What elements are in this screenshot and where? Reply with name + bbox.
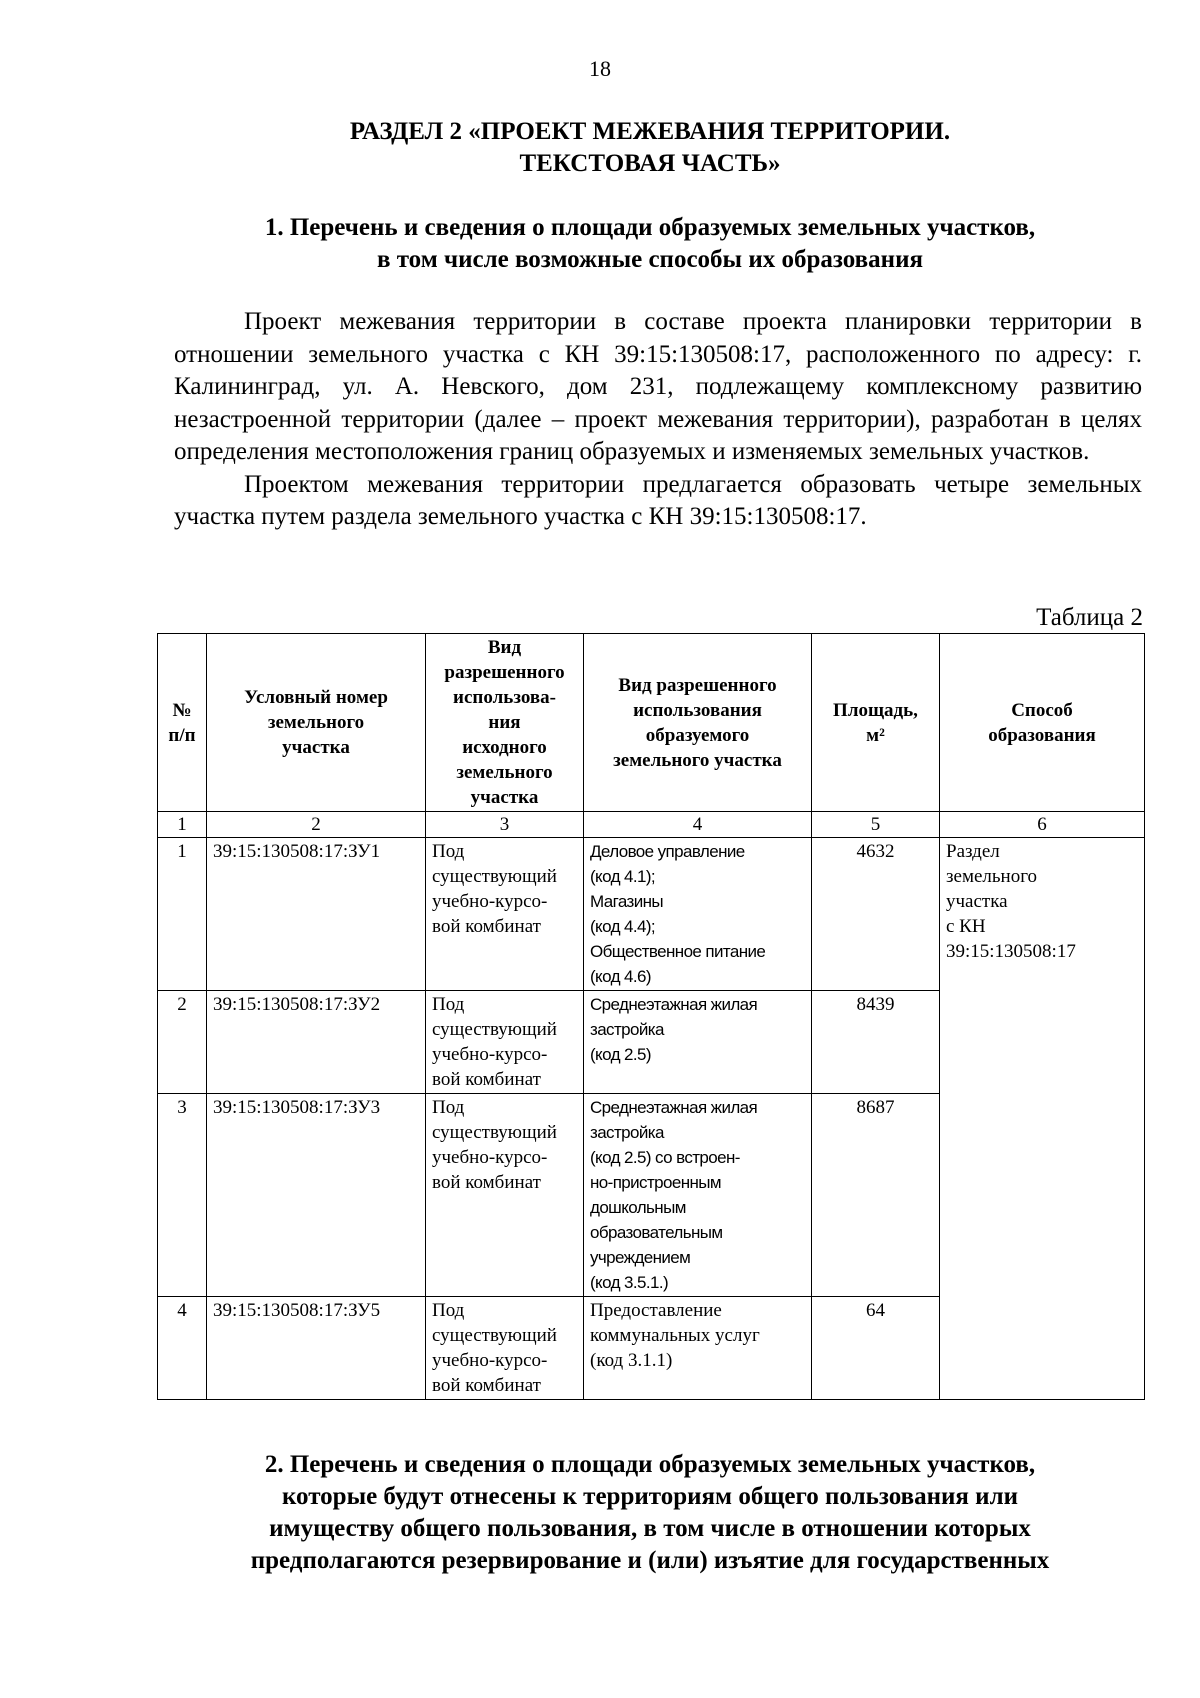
header-line: использова- [453,687,556,708]
section-heading-line: РАЗДЕЛ 2 «ПРОЕКТ МЕЖЕВАНИЯ ТЕРРИТОРИИ. [349,118,951,145]
paragraph: Проект межевания территории в составе проекта планировки территории в отношении земельного участка с КН 39:15:130508:17, расположенного по адресу: г. Калининград, ул. А. Невского, дом 231, подлежащему комплексному развитию незастроенной территории (далее – проект межевания территории), разработан в целях определения местоположения границ образуемых и изменяемых земельных участков. [174,308,1142,465]
cell-area: 8439 [812,991,940,1094]
cell-line: учебно-курсо- [432,1044,548,1065]
header-line: м² [866,724,885,746]
subsection-heading-line: имуществу общего пользования, в том числе в отношении которых [269,1515,1031,1542]
section-heading [170,116,1130,180]
cell-area: 4632 [812,838,940,991]
header-line: участка [282,737,350,758]
cell-line: с КН [946,916,986,937]
cell-line: Под [432,841,465,862]
header-line: образования [988,724,1096,746]
cell-line: 39:15:130508:17 [946,941,1076,962]
cell-line: учебно-курсо- [432,1350,548,1371]
cell-target-use [584,838,812,991]
cell-cadastral: 39:15:130508:17:ЗУ3 [207,1094,426,1297]
header-line: Площадь, [833,699,918,721]
cell-line: Под [432,1300,465,1321]
cell-line: (код 2.5) со встроен- [590,1148,740,1167]
column-number: 4 [584,812,812,838]
cell-line: учебно-курсо- [432,1147,548,1168]
cell-line: существующий [432,1122,557,1143]
header-line: Способ [1011,699,1073,721]
cell-line: Магазины [590,892,663,911]
cell-line: существующий [432,1019,557,1040]
header-line: п/п [168,724,196,746]
cell-line: вой комбинат [432,916,541,937]
table-header-row [158,634,1145,812]
cell-line: (код 4.6) [590,967,651,986]
cell-line: существующий [432,866,557,887]
cell-line: участка [946,891,1008,912]
header-area [812,634,940,812]
cell-cadastral: 39:15:130508:17:ЗУ1 [207,838,426,991]
table-caption: Таблица 2 [1036,604,1143,631]
subsection-1-heading [170,212,1130,276]
column-number: 3 [426,812,584,838]
cell-target-use [584,1094,812,1297]
cell-source-use [426,838,584,991]
cell-line: (код 3.1.1) [590,1350,673,1371]
column-number: 5 [812,812,940,838]
header-line: земельного [456,762,553,783]
cell-line: (код 3.5.1.) [590,1273,669,1292]
subsection-heading-line: 2. Перечень и сведения о площади образуемых земельных участков, [264,1451,1036,1478]
cell-source-use [426,1094,584,1297]
header-line: образуемого [645,724,750,746]
column-number: 1 [158,812,207,838]
header-cadastral [207,634,426,812]
header-source-use [426,634,584,812]
cell-line: Среднеэтажная жилая [590,995,758,1014]
section-heading-line: ТЕКСТОВАЯ ЧАСТЬ» [519,150,781,177]
header-line: разрешенного [444,662,565,683]
subsection-2-heading [170,1449,1130,1577]
cell-line: Предоставление [590,1300,722,1321]
cell-line: Среднеэтажная жилая [590,1098,758,1117]
header-line: Вид [487,637,522,658]
column-numbers-row [158,812,1145,838]
body-text [174,306,1142,534]
cell-line: существующий [432,1325,557,1346]
cell-line: образовательным [590,1223,723,1242]
header-line: использования [633,699,762,721]
subsection-heading-line: которые будут отнесены к территориям общего пользования или [281,1483,1019,1510]
cell-line: вой комбинат [432,1375,541,1396]
paragraph: Проектом межевания территории предлагается образовать четыре земельных участка путем раздела земельного участка с КН 39:15:130508:17. [174,470,1142,530]
table-row [158,838,1145,991]
cell-source-use [426,1297,584,1400]
header-line: Условный номер [244,687,388,708]
cell-line: Общественное питание [590,942,766,961]
header-method [940,634,1145,812]
cell-method [940,838,1145,1400]
header-line: земельного участка [613,749,782,771]
header-line: ния [488,712,521,733]
cell-target-use [584,1297,812,1400]
header-line: земельного [267,712,365,733]
cell-line: учебно-курсо- [432,891,548,912]
cell-line: Под [432,994,465,1015]
cell-line: земельного [946,866,1038,887]
cell-line: Раздел [946,841,1000,862]
cell-source-use [426,991,584,1094]
cell-line: но-пристроенным [590,1173,721,1192]
cell-line: дошкольным [590,1198,686,1217]
header-line: исходного [462,737,547,758]
cell-cadastral: 39:15:130508:17:ЗУ5 [207,1297,426,1400]
cell-line: вой комбинат [432,1069,541,1090]
page-number: 18 [589,56,611,81]
cell-line: застройка [590,1020,664,1039]
cell-line: Под [432,1097,465,1118]
cell-line: (код 2.5) [590,1045,651,1064]
subsection-heading-line: в том числе возможные способы их образования [376,246,923,273]
subsection-heading-line: 1. Перечень и сведения о площади образуемых земельных участков, [264,214,1036,241]
cell-line: Деловое управление [590,842,745,861]
subsection-heading-line: предполагаются резервирование и (или) изъятие для государственных [250,1547,1050,1574]
cell-area: 8687 [812,1094,940,1297]
header-num [158,634,207,812]
cell-area: 64 [812,1297,940,1400]
header-line: участка [470,787,539,808]
header-line: Вид разрешенного [618,674,777,696]
cell-line: вой комбинат [432,1172,541,1193]
cell-line: (код 4.4); [590,917,656,936]
cell-target-use [584,991,812,1094]
cell-line: (код 4.1); [590,867,656,886]
cell-num: 1 [158,838,207,991]
cell-line: застройка [590,1123,664,1142]
cell-line: учреждением [590,1248,691,1267]
cell-num: 2 [158,991,207,1094]
cell-line: коммунальных услуг [590,1325,760,1346]
column-number: 2 [207,812,426,838]
cell-cadastral: 39:15:130508:17:ЗУ2 [207,991,426,1094]
column-number: 6 [940,812,1145,838]
header-line: № [172,699,192,721]
land-plots-table [157,633,1145,1400]
cell-num: 3 [158,1094,207,1297]
cell-num: 4 [158,1297,207,1400]
header-target-use [584,634,812,812]
